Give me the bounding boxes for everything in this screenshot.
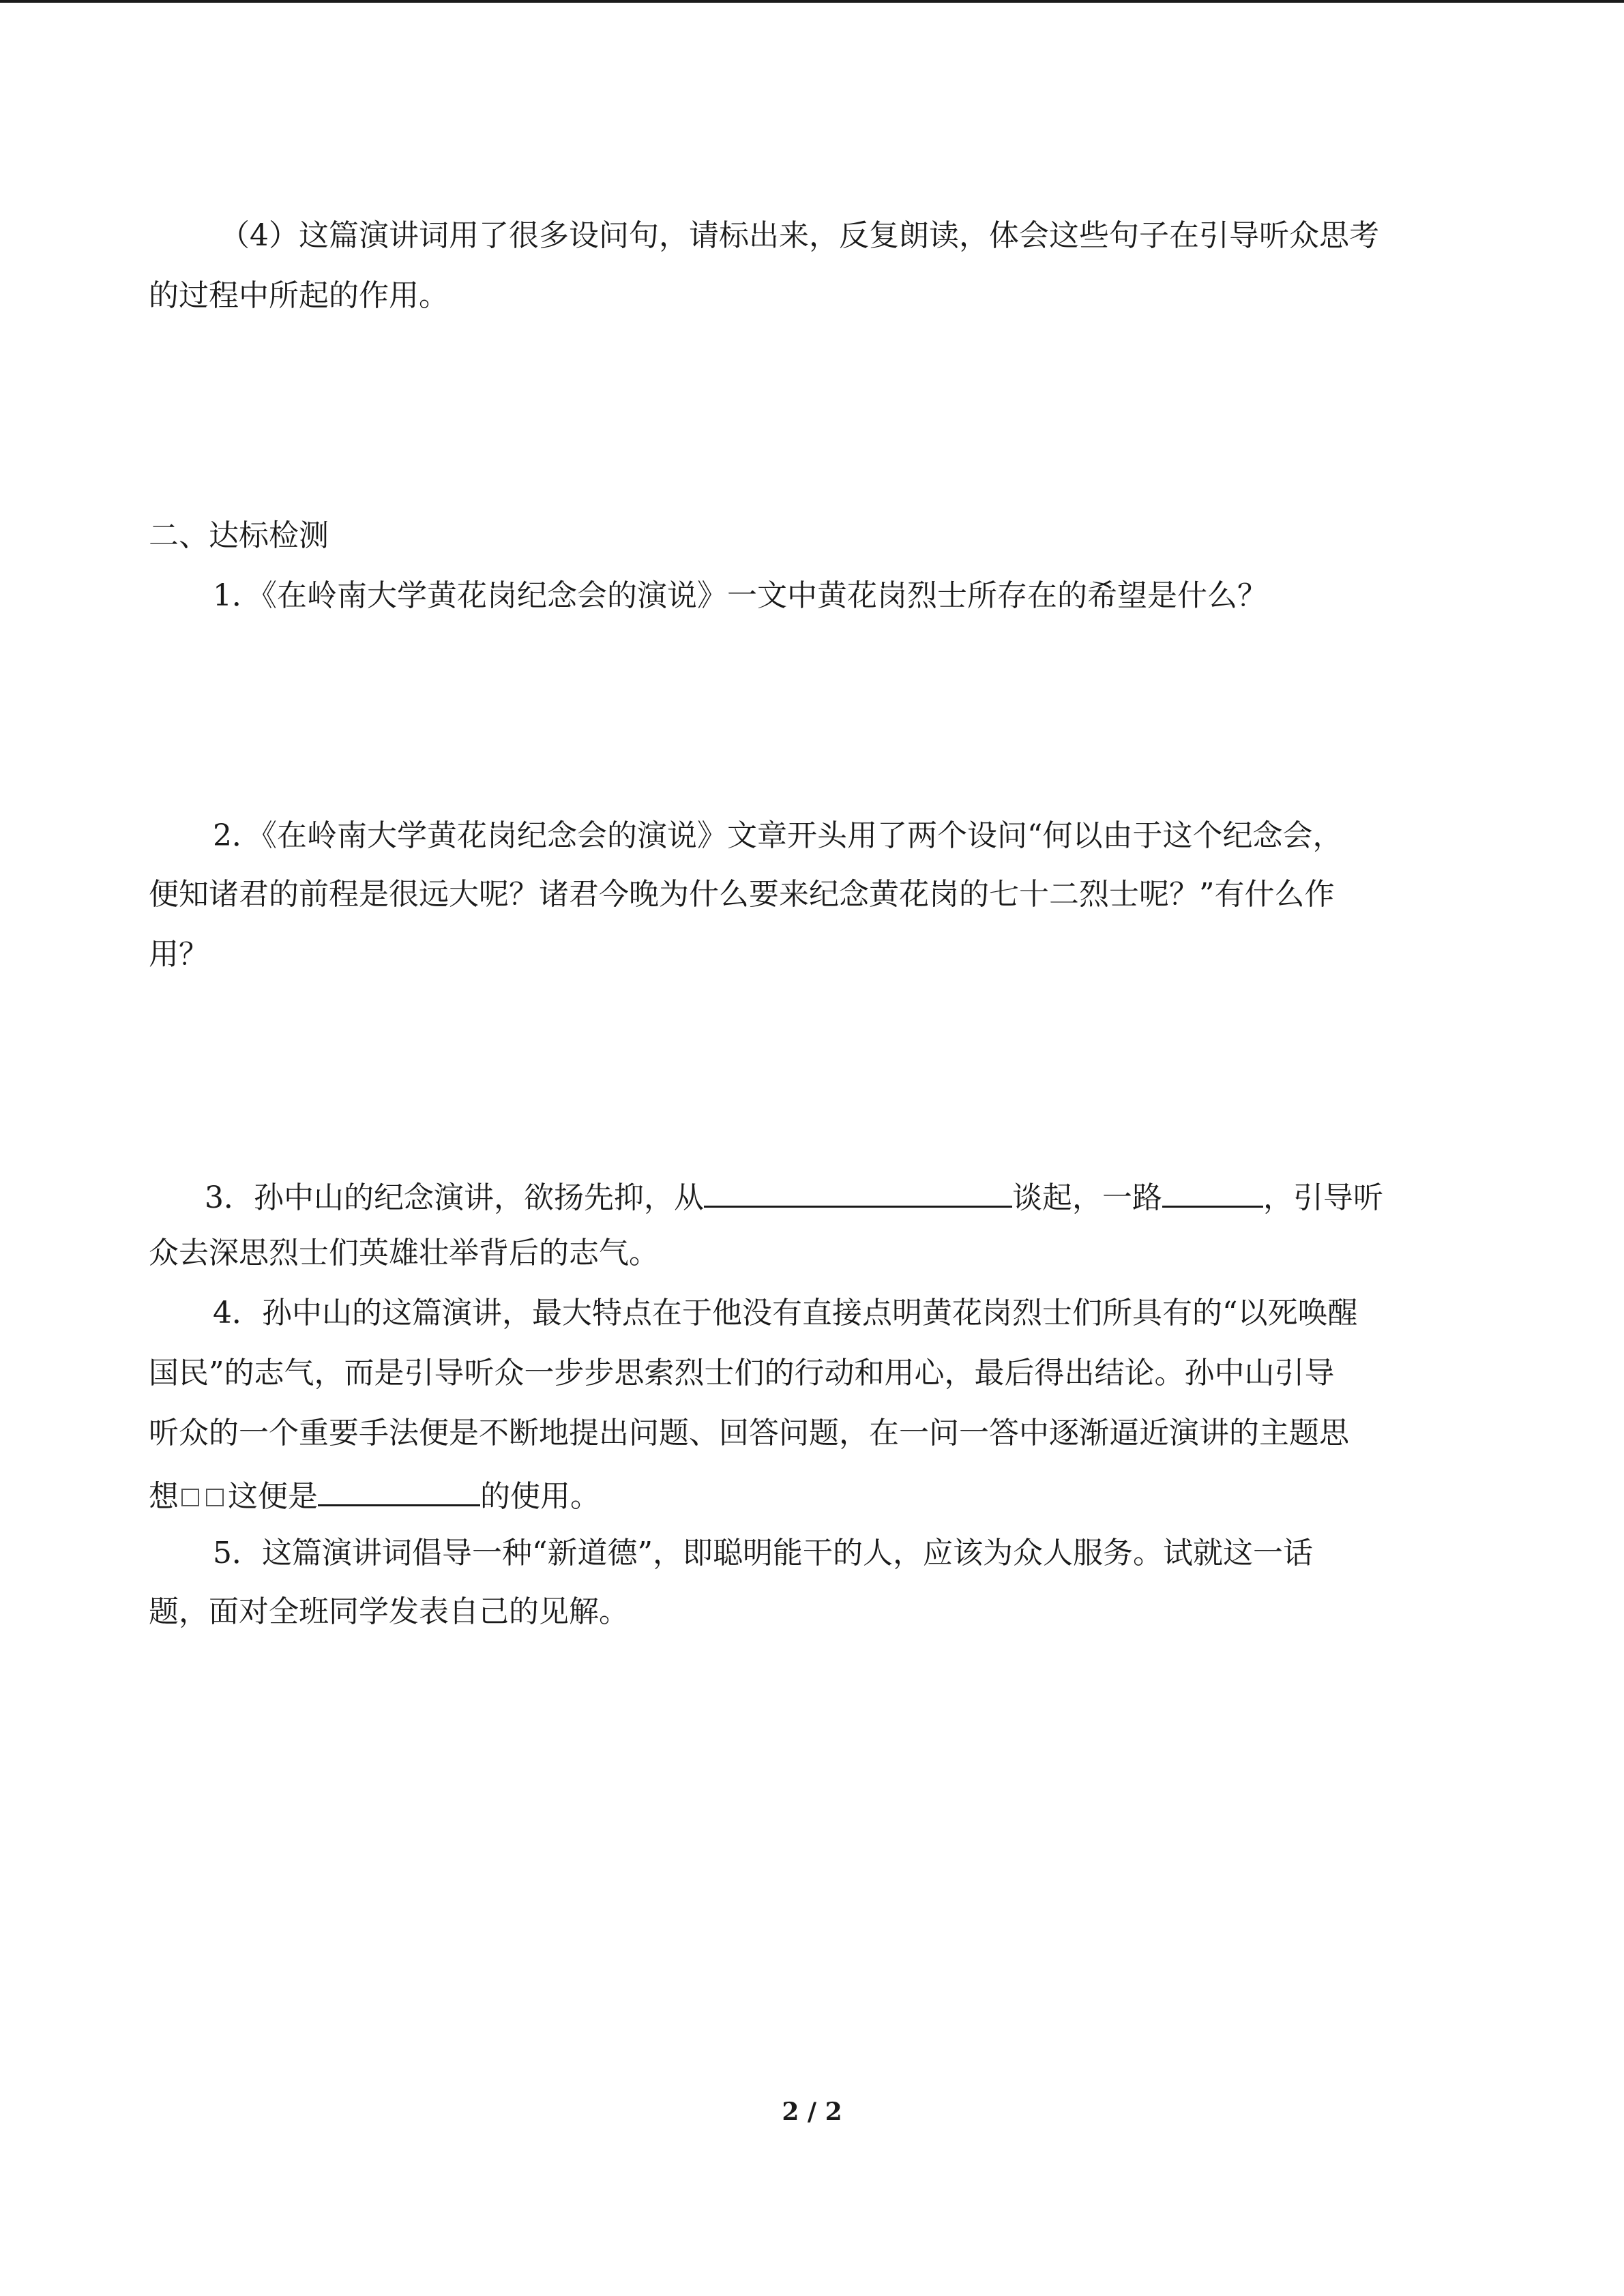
item-4-line-3: 听众的一个重要手法便是不断地提出问题、回答问题，在一问一答中逐渐逼近演讲的主题思 [149,1416,1349,1450]
question-4-line-1: （4）这篇演讲词用了很多设问句，请标出来，反复朗读，体会这些句子在引导听众思考 [220,218,1379,253]
item-3-text-c: ，引导听 [1263,1180,1383,1215]
item-5-line-1: 5．这篇演讲词倡导一种“新道德”，即聪明能干的人，应该为众人服务。试就这一话 [213,1536,1313,1570]
item-2-line-3: 用？ [149,937,209,972]
item-3-line-1 [205,1176,1383,1217]
item-4-line-4 [149,1474,600,1516]
item-2-line-2: 便知诸君的前程是很远大呢？诸君今晚为什么要来纪念黄花岗的七十二烈士呢？”有什么作 [149,877,1335,912]
item-3-text-b: 谈起，一路 [1012,1180,1162,1215]
item-3-line-2: 众去深思烈士们英雄壮举背后的志气。 [149,1236,659,1270]
item-5-line-2: 题，面对全班同学发表自己的见解。 [149,1594,629,1629]
question-4-line-2: 的过程中所起的作用。 [149,278,449,313]
fill-blank-path[interactable] [1162,1176,1263,1208]
item-4-text-a: 想 [149,1479,179,1514]
section-heading: 二、达标检测 [149,518,329,553]
item-4-line-2: 国民”的志气，而是引导听众一步步思索烈士们的行动和用心，最后得出结论。孙中山引导 [149,1356,1335,1390]
placeholder-box-icon [206,1489,224,1506]
placeholder-box-icon [181,1489,199,1506]
fill-blank-technique[interactable] [318,1474,480,1506]
page-number: 2 / 2 [782,2098,842,2126]
item-4-line-1: 4．孙中山的这篇演讲，最大特点在于他没有直接点明黄花岗烈士们所具有的“以死唤醒 [213,1296,1358,1330]
item-1-line-1: 1．《在岭南大学黄花岗纪念会的演说》一文中黄花岗烈士所存在的希望是什么？ [213,578,1267,613]
item-3-text-a: 3．孙中山的纪念演讲，欲扬先抑，从 [205,1180,704,1215]
fill-blank-topic[interactable] [704,1176,1012,1208]
item-4-text-b: 这便是 [228,1479,318,1514]
item-2-line-1: 2．《在岭南大学黄花岗纪念会的演说》文章开头用了两个设问“何以由于这个纪念会， [213,818,1343,853]
item-4-text-c: 的使用。 [480,1479,600,1514]
page-top-border [0,0,1624,3]
